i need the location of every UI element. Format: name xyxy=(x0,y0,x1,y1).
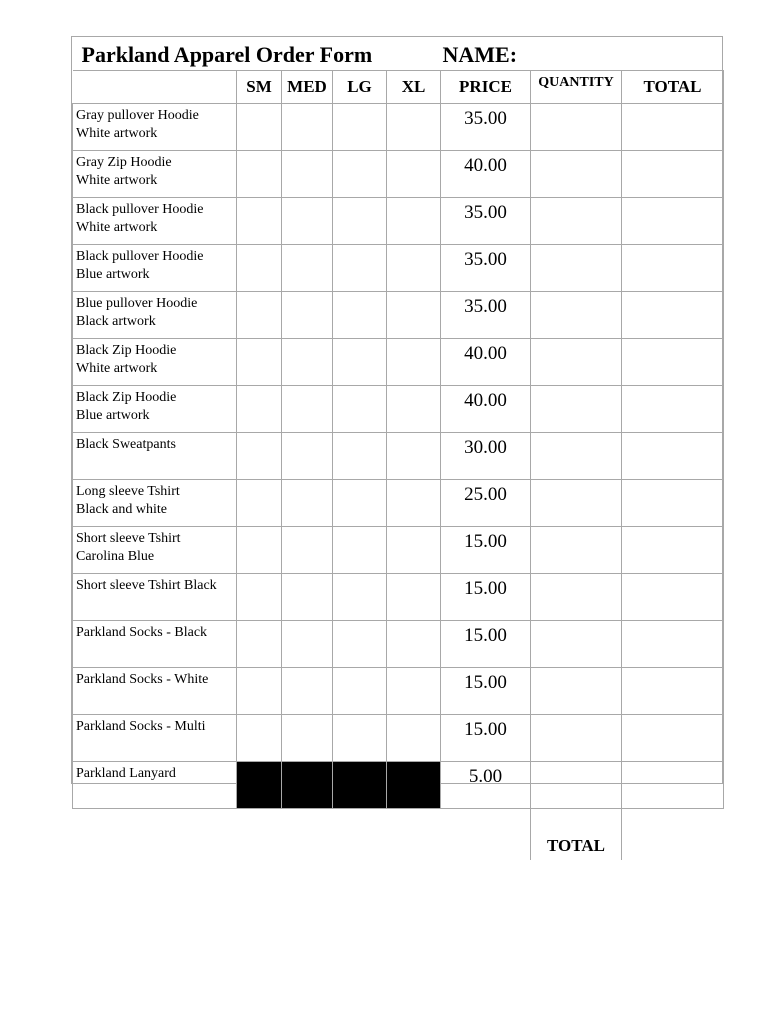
table-row xyxy=(73,245,724,292)
table-row xyxy=(73,386,724,433)
table-row xyxy=(73,480,724,527)
size-med-input-cell[interactable] xyxy=(282,151,333,198)
item-name-cell xyxy=(73,527,237,574)
table-row xyxy=(73,574,724,621)
item-name-cell xyxy=(73,339,237,386)
size-sm-input-cell[interactable] xyxy=(237,715,282,762)
size-med-input-cell[interactable] xyxy=(282,574,333,621)
header-lg: LG xyxy=(333,71,387,104)
size-xl-input-cell[interactable] xyxy=(387,527,441,574)
item-price: 15.00 xyxy=(441,668,531,715)
item-price: 35.00 xyxy=(441,104,531,151)
row-total-cell[interactable] xyxy=(622,245,724,292)
quantity-input-cell[interactable] xyxy=(531,480,622,527)
size-xl-input-cell[interactable] xyxy=(387,715,441,762)
item-name: Short sleeve Tshirt Carolina Blue xyxy=(76,531,181,564)
item-name: Black Zip Hoodie White artwork xyxy=(76,343,177,376)
item-price: 15.00 xyxy=(441,715,531,762)
header-row xyxy=(73,71,724,104)
size-lg-input-cell[interactable] xyxy=(333,574,387,621)
quantity-input-cell[interactable] xyxy=(531,527,622,574)
item-name-cell xyxy=(73,480,237,527)
quantity-input-cell[interactable] xyxy=(531,621,622,668)
item-name: Black Zip Hoodie Blue artwork xyxy=(76,390,177,423)
row-total-cell[interactable] xyxy=(622,292,724,339)
size-xl-input-cell[interactable] xyxy=(387,433,441,480)
order-form xyxy=(71,36,723,855)
table-row xyxy=(73,292,724,339)
item-name-cell xyxy=(73,621,237,668)
size-sm-input-cell[interactable] xyxy=(237,527,282,574)
size-xl-input-cell[interactable] xyxy=(387,151,441,198)
table-row xyxy=(73,668,724,715)
size-lg-input-cell[interactable] xyxy=(333,198,387,245)
quantity-input-cell[interactable] xyxy=(531,386,622,433)
item-name: Short sleeve Tshirt Black xyxy=(76,578,217,593)
size-sm-input-cell[interactable] xyxy=(237,292,282,339)
item-name: Parkland Socks - Black xyxy=(76,625,208,640)
row-total-cell[interactable] xyxy=(622,668,724,715)
table-row xyxy=(73,762,724,809)
table-row xyxy=(73,433,724,480)
size-lg-input-cell[interactable] xyxy=(333,245,387,292)
item-name-cell xyxy=(73,668,237,715)
row-total-cell[interactable] xyxy=(622,480,724,527)
row-total-cell[interactable] xyxy=(622,621,724,668)
size-sm-input-cell[interactable] xyxy=(237,668,282,715)
size-med-input-cell[interactable] xyxy=(282,715,333,762)
size-xl-input-cell[interactable] xyxy=(387,574,441,621)
header-med: MED xyxy=(282,71,333,104)
item-price: 15.00 xyxy=(441,574,531,621)
row-total-cell[interactable] xyxy=(622,104,724,151)
size-med-input-cell[interactable] xyxy=(282,433,333,480)
size-xl-blocked-cell xyxy=(387,762,441,809)
header-price: PRICE xyxy=(441,71,531,104)
item-name-cell xyxy=(73,715,237,762)
size-lg-blocked-cell xyxy=(333,762,387,809)
item-price: 35.00 xyxy=(441,198,531,245)
quantity-input-cell[interactable] xyxy=(531,762,622,809)
size-xl-input-cell[interactable] xyxy=(387,668,441,715)
row-total-cell[interactable] xyxy=(622,574,724,621)
size-xl-input-cell[interactable] xyxy=(387,480,441,527)
quantity-input-cell[interactable] xyxy=(531,104,622,151)
row-total-cell[interactable] xyxy=(622,386,724,433)
size-sm-input-cell[interactable] xyxy=(237,433,282,480)
size-sm-input-cell[interactable] xyxy=(237,151,282,198)
size-med-input-cell[interactable] xyxy=(282,245,333,292)
table-row xyxy=(73,198,724,245)
row-total-cell[interactable] xyxy=(622,151,724,198)
item-name-cell xyxy=(73,762,237,809)
size-lg-input-cell[interactable] xyxy=(333,292,387,339)
size-med-input-cell[interactable] xyxy=(282,292,333,339)
item-name-cell xyxy=(73,245,237,292)
item-name-cell xyxy=(73,433,237,480)
size-med-input-cell[interactable] xyxy=(282,668,333,715)
item-name: Parkland Lanyard xyxy=(76,766,176,781)
size-lg-input-cell[interactable] xyxy=(333,480,387,527)
item-name: Parkland Socks - Multi xyxy=(76,719,206,734)
size-lg-input-cell[interactable] xyxy=(333,668,387,715)
size-lg-input-cell[interactable] xyxy=(333,339,387,386)
grand-total-blank-cell xyxy=(73,809,531,861)
item-name-cell xyxy=(73,104,237,151)
size-xl-input-cell[interactable] xyxy=(387,292,441,339)
item-price: 40.00 xyxy=(441,386,531,433)
item-name: Black pullover Hoodie White artwork xyxy=(76,202,204,235)
row-total-cell[interactable] xyxy=(622,198,724,245)
form-title: Parkland Apparel Order Form xyxy=(81,42,373,67)
size-med-input-cell[interactable] xyxy=(282,386,333,433)
size-sm-input-cell[interactable] xyxy=(237,574,282,621)
table-row xyxy=(73,527,724,574)
row-total-cell[interactable] xyxy=(622,339,724,386)
size-lg-input-cell[interactable] xyxy=(333,621,387,668)
size-sm-input-cell[interactable] xyxy=(237,198,282,245)
quantity-input-cell[interactable] xyxy=(531,198,622,245)
item-name: Black pullover Hoodie Blue artwork xyxy=(76,249,204,282)
table-row xyxy=(73,715,724,762)
grand-total-value-cell[interactable] xyxy=(622,809,724,861)
header-xl: XL xyxy=(387,71,441,104)
size-med-input-cell[interactable] xyxy=(282,480,333,527)
size-med-input-cell[interactable] xyxy=(282,198,333,245)
item-price: 35.00 xyxy=(441,292,531,339)
item-name: Long sleeve Tshirt Black and white xyxy=(76,484,180,517)
size-xl-input-cell[interactable] xyxy=(387,104,441,151)
table-row xyxy=(73,339,724,386)
item-name: Parkland Socks - White xyxy=(76,672,209,687)
row-total-cell[interactable] xyxy=(622,527,724,574)
size-sm-input-cell[interactable] xyxy=(237,245,282,292)
table-row xyxy=(73,621,724,668)
item-name-cell xyxy=(73,386,237,433)
item-price: 40.00 xyxy=(441,339,531,386)
item-name: Gray pullover Hoodie White artwork xyxy=(76,108,199,141)
size-sm-input-cell[interactable] xyxy=(237,621,282,668)
quantity-input-cell[interactable] xyxy=(531,151,622,198)
quantity-input-cell[interactable] xyxy=(531,574,622,621)
header-item-blank xyxy=(73,71,237,104)
item-name-cell xyxy=(73,574,237,621)
quantity-input-cell[interactable] xyxy=(531,339,622,386)
item-name: Black Sweatpants xyxy=(76,437,176,452)
quantity-input-cell[interactable] xyxy=(531,715,622,762)
size-med-input-cell[interactable] xyxy=(282,104,333,151)
size-sm-input-cell[interactable] xyxy=(237,480,282,527)
grand-total-label: TOTAL xyxy=(531,809,622,861)
size-sm-input-cell[interactable] xyxy=(237,339,282,386)
table-row xyxy=(73,151,724,198)
row-total-cell[interactable] xyxy=(622,715,724,762)
size-lg-input-cell[interactable] xyxy=(333,151,387,198)
size-xl-input-cell[interactable] xyxy=(387,621,441,668)
header-sm: SM xyxy=(237,71,282,104)
size-lg-input-cell[interactable] xyxy=(333,104,387,151)
row-total-cell[interactable] xyxy=(622,762,724,809)
item-price: 25.00 xyxy=(441,480,531,527)
quantity-input-cell[interactable] xyxy=(531,292,622,339)
item-name-cell xyxy=(73,292,237,339)
quantity-input-cell[interactable] xyxy=(531,668,622,715)
item-name: Blue pullover Hoodie Black artwork xyxy=(76,296,198,329)
size-lg-input-cell[interactable] xyxy=(333,386,387,433)
item-name-cell xyxy=(73,151,237,198)
quantity-input-cell[interactable] xyxy=(531,245,622,292)
name-label: NAME: xyxy=(442,42,518,67)
size-xl-input-cell[interactable] xyxy=(387,245,441,292)
header-quantity: QUANTITY xyxy=(531,71,622,104)
item-name: Gray Zip Hoodie White artwork xyxy=(76,155,172,188)
grand-total-row xyxy=(73,809,724,861)
size-med-input-cell[interactable] xyxy=(282,339,333,386)
item-price: 15.00 xyxy=(441,621,531,668)
size-med-blocked-cell xyxy=(282,762,333,809)
item-price: 30.00 xyxy=(441,433,531,480)
quantity-input-cell[interactable] xyxy=(531,433,622,480)
item-price: 15.00 xyxy=(441,527,531,574)
order-table xyxy=(72,37,724,860)
item-price: 40.00 xyxy=(441,151,531,198)
item-price: 5.00 xyxy=(441,762,531,809)
size-med-input-cell[interactable] xyxy=(282,527,333,574)
size-lg-input-cell[interactable] xyxy=(333,715,387,762)
table-row xyxy=(73,104,724,151)
size-lg-input-cell[interactable] xyxy=(333,433,387,480)
item-name-cell xyxy=(73,198,237,245)
size-sm-blocked-cell xyxy=(237,762,282,809)
header-total: TOTAL xyxy=(622,71,724,104)
size-lg-input-cell[interactable] xyxy=(333,527,387,574)
item-price: 35.00 xyxy=(441,245,531,292)
size-med-input-cell[interactable] xyxy=(282,621,333,668)
row-total-cell[interactable] xyxy=(622,433,724,480)
size-xl-input-cell[interactable] xyxy=(387,198,441,245)
size-xl-input-cell[interactable] xyxy=(387,386,441,433)
size-sm-input-cell[interactable] xyxy=(237,104,282,151)
size-xl-input-cell[interactable] xyxy=(387,339,441,386)
size-sm-input-cell[interactable] xyxy=(237,386,282,433)
